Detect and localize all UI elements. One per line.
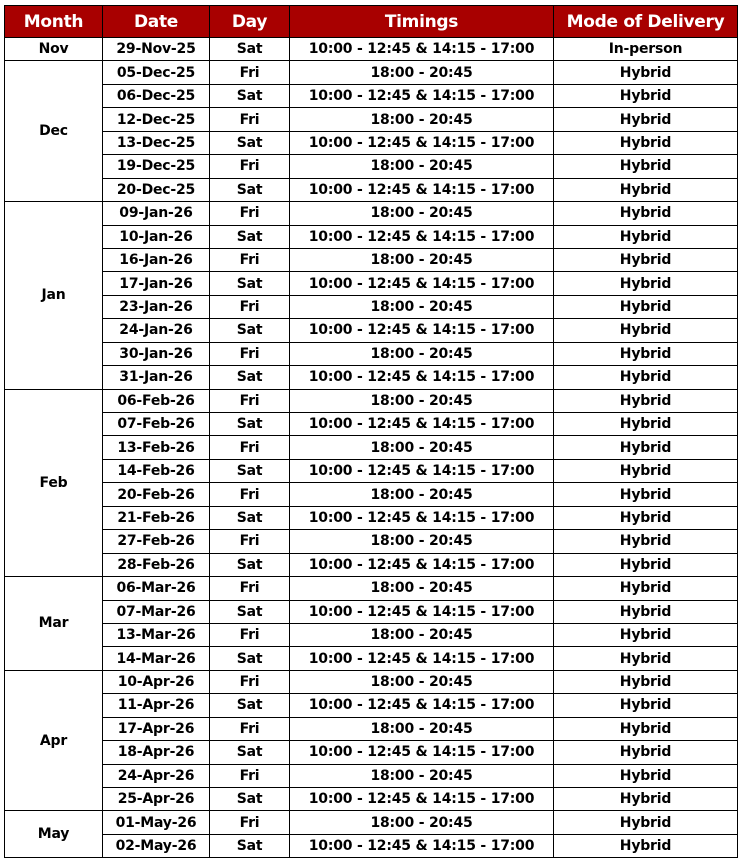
mode-of-delivery-cell: Hybrid <box>554 764 738 787</box>
table-row <box>5 506 738 529</box>
mode-of-delivery-cell: Hybrid <box>554 131 738 154</box>
table-row <box>5 155 738 178</box>
day-cell: Sat <box>210 366 290 389</box>
table-row <box>5 272 738 295</box>
date-cell: 20-Feb-26 <box>103 483 210 506</box>
timings-cell: 10:00 - 12:45 & 14:15 - 17:00 <box>290 38 554 61</box>
date-cell: 11-Apr-26 <box>103 694 210 717</box>
table-row <box>5 225 738 248</box>
mode-of-delivery-cell: In-person <box>554 38 738 61</box>
date-cell: 10-Apr-26 <box>103 670 210 693</box>
timings-cell: 10:00 - 12:45 & 14:15 - 17:00 <box>290 272 554 295</box>
date-cell: 30-Jan-26 <box>103 342 210 365</box>
date-cell: 13-Feb-26 <box>103 436 210 459</box>
date-cell: 07-Feb-26 <box>103 413 210 436</box>
table-row <box>5 811 738 834</box>
table-row <box>5 61 738 84</box>
day-cell: Sat <box>210 225 290 248</box>
mode-of-delivery-cell: Hybrid <box>554 741 738 764</box>
mode-of-delivery-cell: Hybrid <box>554 295 738 318</box>
table-body <box>5 38 738 858</box>
table-row <box>5 108 738 131</box>
mode-of-delivery-cell: Hybrid <box>554 319 738 342</box>
day-cell: Sat <box>210 553 290 576</box>
mode-of-delivery-cell: Hybrid <box>554 553 738 576</box>
date-cell: 02-May-26 <box>103 834 210 857</box>
timings-cell: 18:00 - 20:45 <box>290 530 554 553</box>
timings-cell: 18:00 - 20:45 <box>290 436 554 459</box>
timings-cell: 18:00 - 20:45 <box>290 61 554 84</box>
table-row <box>5 764 738 787</box>
mode-of-delivery-cell: Hybrid <box>554 459 738 482</box>
mode-of-delivery-cell: Hybrid <box>554 647 738 670</box>
table-row <box>5 459 738 482</box>
day-cell: Fri <box>210 811 290 834</box>
date-cell: 17-Jan-26 <box>103 272 210 295</box>
header-timings: Timings <box>290 6 554 38</box>
timings-cell: 10:00 - 12:45 & 14:15 - 17:00 <box>290 506 554 529</box>
day-cell: Fri <box>210 717 290 740</box>
date-cell: 14-Feb-26 <box>103 459 210 482</box>
day-cell: Fri <box>210 248 290 271</box>
date-cell: 28-Feb-26 <box>103 553 210 576</box>
mode-of-delivery-cell: Hybrid <box>554 623 738 646</box>
mode-of-delivery-cell: Hybrid <box>554 834 738 857</box>
mode-of-delivery-cell: Hybrid <box>554 530 738 553</box>
table-row <box>5 741 738 764</box>
day-cell: Sat <box>210 506 290 529</box>
mode-of-delivery-cell: Hybrid <box>554 483 738 506</box>
timings-cell: 10:00 - 12:45 & 14:15 - 17:00 <box>290 647 554 670</box>
table-row <box>5 623 738 646</box>
table-row <box>5 319 738 342</box>
mode-of-delivery-cell: Hybrid <box>554 366 738 389</box>
timings-cell: 18:00 - 20:45 <box>290 764 554 787</box>
day-cell: Sat <box>210 131 290 154</box>
timings-cell: 10:00 - 12:45 & 14:15 - 17:00 <box>290 788 554 811</box>
timings-cell: 18:00 - 20:45 <box>290 623 554 646</box>
mode-of-delivery-cell: Hybrid <box>554 577 738 600</box>
date-cell: 06-Mar-26 <box>103 577 210 600</box>
table-row <box>5 389 738 412</box>
timings-cell: 18:00 - 20:45 <box>290 108 554 131</box>
timings-cell: 18:00 - 20:45 <box>290 248 554 271</box>
table-row <box>5 483 738 506</box>
timings-cell: 10:00 - 12:45 & 14:15 - 17:00 <box>290 834 554 857</box>
day-cell: Fri <box>210 764 290 787</box>
table-row <box>5 670 738 693</box>
date-cell: 09-Jan-26 <box>103 202 210 225</box>
timings-cell: 18:00 - 20:45 <box>290 577 554 600</box>
day-cell: Fri <box>210 389 290 412</box>
month-cell: May <box>5 811 103 858</box>
table-row <box>5 131 738 154</box>
table-row <box>5 413 738 436</box>
table-row <box>5 717 738 740</box>
date-cell: 19-Dec-25 <box>103 155 210 178</box>
mode-of-delivery-cell: Hybrid <box>554 600 738 623</box>
date-cell: 29-Nov-25 <box>103 38 210 61</box>
mode-of-delivery-cell: Hybrid <box>554 155 738 178</box>
table-row <box>5 202 738 225</box>
timings-cell: 10:00 - 12:45 & 14:15 - 17:00 <box>290 319 554 342</box>
timings-cell: 18:00 - 20:45 <box>290 155 554 178</box>
timings-cell: 10:00 - 12:45 & 14:15 - 17:00 <box>290 553 554 576</box>
day-cell: Fri <box>210 202 290 225</box>
day-cell: Sat <box>210 459 290 482</box>
date-cell: 05-Dec-25 <box>103 61 210 84</box>
timings-cell: 18:00 - 20:45 <box>290 483 554 506</box>
mode-of-delivery-cell: Hybrid <box>554 61 738 84</box>
date-cell: 27-Feb-26 <box>103 530 210 553</box>
day-cell: Fri <box>210 670 290 693</box>
date-cell: 01-May-26 <box>103 811 210 834</box>
day-cell: Sat <box>210 647 290 670</box>
mode-of-delivery-cell: Hybrid <box>554 436 738 459</box>
date-cell: 06-Dec-25 <box>103 84 210 107</box>
table-row <box>5 38 738 61</box>
mode-of-delivery-cell: Hybrid <box>554 108 738 131</box>
day-cell: Fri <box>210 530 290 553</box>
month-cell: Dec <box>5 61 103 202</box>
date-cell: 06-Feb-26 <box>103 389 210 412</box>
table-row <box>5 248 738 271</box>
day-cell: Sat <box>210 788 290 811</box>
timings-cell: 18:00 - 20:45 <box>290 811 554 834</box>
table-row <box>5 788 738 811</box>
table-row <box>5 84 738 107</box>
header-date: Date <box>103 6 210 38</box>
mode-of-delivery-cell: Hybrid <box>554 694 738 717</box>
day-cell: Fri <box>210 577 290 600</box>
timings-cell: 18:00 - 20:45 <box>290 295 554 318</box>
day-cell: Fri <box>210 61 290 84</box>
header-row <box>5 6 738 38</box>
month-cell: Jan <box>5 202 103 390</box>
date-cell: 24-Apr-26 <box>103 764 210 787</box>
mode-of-delivery-cell: Hybrid <box>554 202 738 225</box>
day-cell: Fri <box>210 155 290 178</box>
month-cell: Feb <box>5 389 103 577</box>
mode-of-delivery-cell: Hybrid <box>554 670 738 693</box>
date-cell: 23-Jan-26 <box>103 295 210 318</box>
date-cell: 24-Jan-26 <box>103 319 210 342</box>
day-cell: Sat <box>210 178 290 201</box>
mode-of-delivery-cell: Hybrid <box>554 225 738 248</box>
date-cell: 17-Apr-26 <box>103 717 210 740</box>
date-cell: 12-Dec-25 <box>103 108 210 131</box>
timings-cell: 18:00 - 20:45 <box>290 670 554 693</box>
mode-of-delivery-cell: Hybrid <box>554 342 738 365</box>
date-cell: 21-Feb-26 <box>103 506 210 529</box>
day-cell: Sat <box>210 413 290 436</box>
table-row <box>5 295 738 318</box>
timings-cell: 10:00 - 12:45 & 14:15 - 17:00 <box>290 413 554 436</box>
date-cell: 25-Apr-26 <box>103 788 210 811</box>
schedule-container <box>4 5 738 858</box>
timings-cell: 18:00 - 20:45 <box>290 202 554 225</box>
date-cell: 31-Jan-26 <box>103 366 210 389</box>
timings-cell: 10:00 - 12:45 & 14:15 - 17:00 <box>290 600 554 623</box>
month-cell: Mar <box>5 577 103 671</box>
timings-cell: 10:00 - 12:45 & 14:15 - 17:00 <box>290 741 554 764</box>
table-row <box>5 834 738 857</box>
day-cell: Sat <box>210 38 290 61</box>
table-row <box>5 577 738 600</box>
day-cell: Sat <box>210 741 290 764</box>
mode-of-delivery-cell: Hybrid <box>554 788 738 811</box>
mode-of-delivery-cell: Hybrid <box>554 84 738 107</box>
date-cell: 18-Apr-26 <box>103 741 210 764</box>
date-cell: 20-Dec-25 <box>103 178 210 201</box>
timings-cell: 10:00 - 12:45 & 14:15 - 17:00 <box>290 84 554 107</box>
day-cell: Fri <box>210 108 290 131</box>
timings-cell: 18:00 - 20:45 <box>290 342 554 365</box>
date-cell: 14-Mar-26 <box>103 647 210 670</box>
timings-cell: 10:00 - 12:45 & 14:15 - 17:00 <box>290 225 554 248</box>
timings-cell: 18:00 - 20:45 <box>290 717 554 740</box>
timings-cell: 18:00 - 20:45 <box>290 389 554 412</box>
day-cell: Sat <box>210 319 290 342</box>
timings-cell: 10:00 - 12:45 & 14:15 - 17:00 <box>290 178 554 201</box>
mode-of-delivery-cell: Hybrid <box>554 389 738 412</box>
month-cell: Apr <box>5 670 103 811</box>
table-row <box>5 342 738 365</box>
mode-of-delivery-cell: Hybrid <box>554 248 738 271</box>
day-cell: Fri <box>210 436 290 459</box>
table-row <box>5 530 738 553</box>
month-cell: Nov <box>5 38 103 61</box>
date-cell: 16-Jan-26 <box>103 248 210 271</box>
day-cell: Sat <box>210 694 290 717</box>
date-cell: 07-Mar-26 <box>103 600 210 623</box>
day-cell: Fri <box>210 623 290 646</box>
mode-of-delivery-cell: Hybrid <box>554 413 738 436</box>
date-cell: 10-Jan-26 <box>103 225 210 248</box>
mode-of-delivery-cell: Hybrid <box>554 178 738 201</box>
timings-cell: 10:00 - 12:45 & 14:15 - 17:00 <box>290 459 554 482</box>
header-month: Month <box>5 6 103 38</box>
table-row <box>5 600 738 623</box>
timings-cell: 10:00 - 12:45 & 14:15 - 17:00 <box>290 694 554 717</box>
header-day: Day <box>210 6 290 38</box>
day-cell: Fri <box>210 342 290 365</box>
timings-cell: 10:00 - 12:45 & 14:15 - 17:00 <box>290 366 554 389</box>
table-row <box>5 436 738 459</box>
day-cell: Sat <box>210 84 290 107</box>
table-row <box>5 178 738 201</box>
mode-of-delivery-cell: Hybrid <box>554 506 738 529</box>
day-cell: Sat <box>210 834 290 857</box>
table-row <box>5 694 738 717</box>
day-cell: Sat <box>210 600 290 623</box>
table-row <box>5 366 738 389</box>
day-cell: Fri <box>210 483 290 506</box>
mode-of-delivery-cell: Hybrid <box>554 717 738 740</box>
table-row <box>5 553 738 576</box>
table-header <box>5 6 738 38</box>
header-mode-of-delivery: Mode of Delivery <box>554 6 738 38</box>
timings-cell: 10:00 - 12:45 & 14:15 - 17:00 <box>290 131 554 154</box>
table-row <box>5 647 738 670</box>
day-cell: Sat <box>210 272 290 295</box>
mode-of-delivery-cell: Hybrid <box>554 272 738 295</box>
date-cell: 13-Mar-26 <box>103 623 210 646</box>
date-cell: 13-Dec-25 <box>103 131 210 154</box>
mode-of-delivery-cell: Hybrid <box>554 811 738 834</box>
schedule-table <box>4 5 738 858</box>
day-cell: Fri <box>210 295 290 318</box>
